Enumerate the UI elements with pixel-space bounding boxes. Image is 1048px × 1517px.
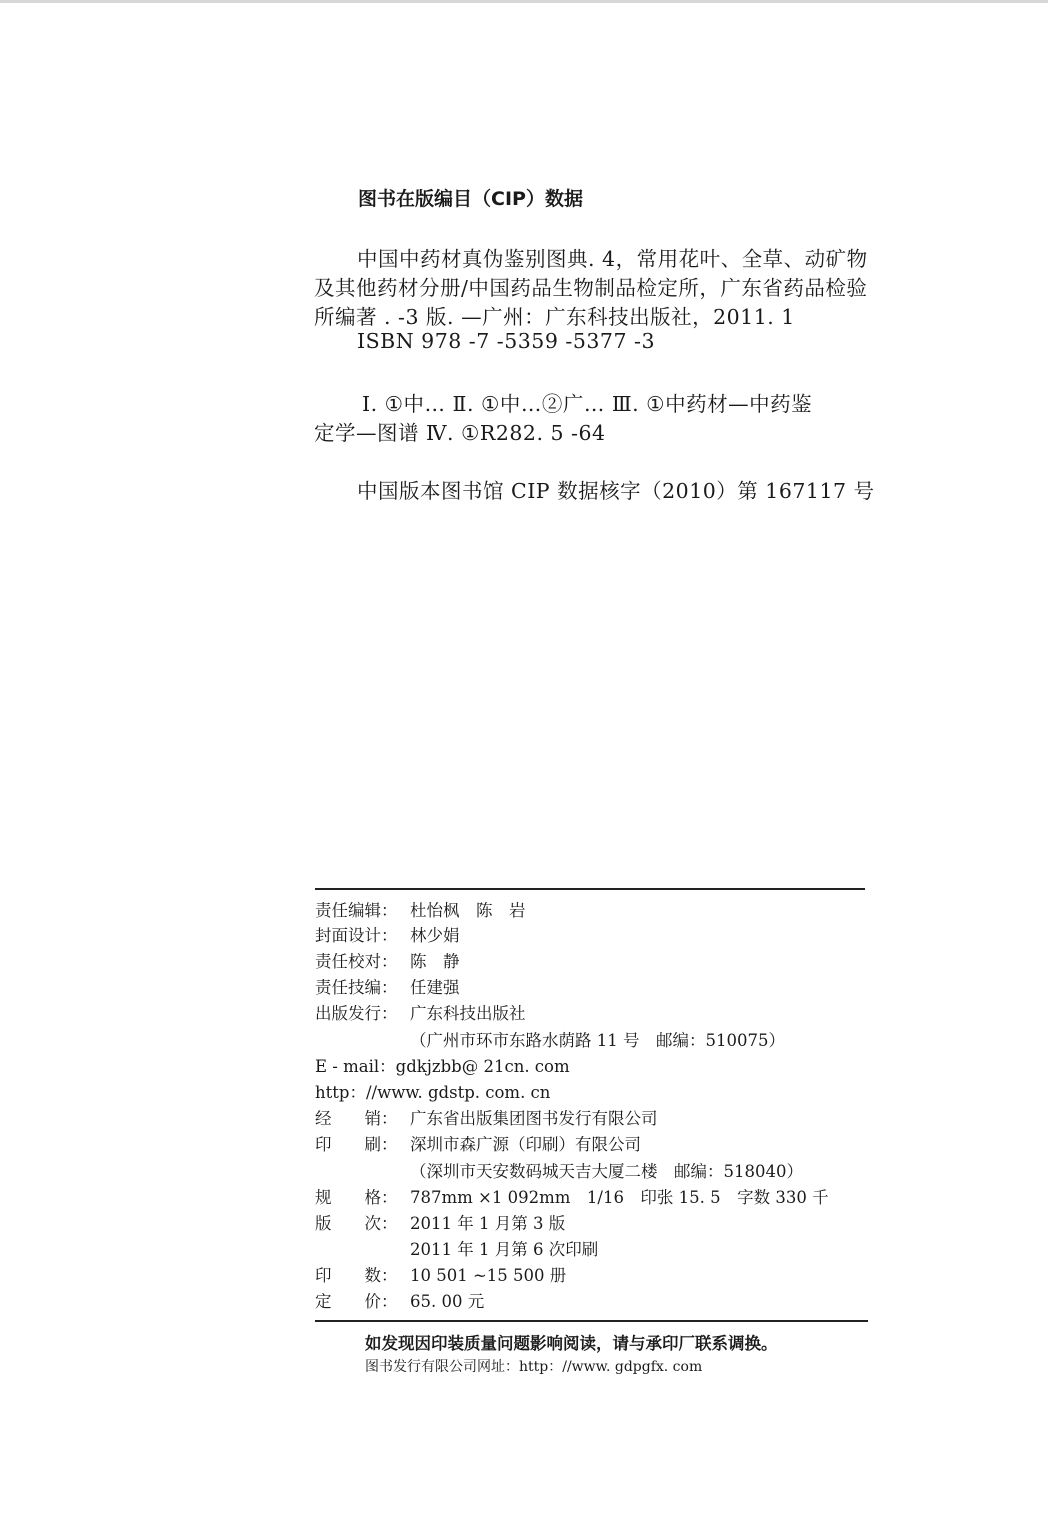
credit-label: 责任编辑： xyxy=(315,901,398,920)
distributor-website: 图书发行有限公司网址：http：//www. gdpgfx. com xyxy=(365,1359,703,1375)
credit-value: 10 501 ~15 500 册 xyxy=(410,1266,567,1285)
divider-top xyxy=(315,888,865,890)
cip-heading: 图书在版编目（CIP）数据 xyxy=(358,188,583,210)
credit-value: 广东省出版集团图书发行有限公司 xyxy=(410,1109,658,1128)
credit-label: 封面设计： xyxy=(315,926,398,945)
credit-label: E - mail： xyxy=(315,1057,396,1076)
credit-row xyxy=(315,1262,566,1286)
credit-label: 版 次： xyxy=(315,1214,398,1233)
credit-row xyxy=(315,1236,598,1260)
credit-row xyxy=(315,1210,565,1234)
credit-label: 印 刷： xyxy=(315,1135,398,1154)
credit-row xyxy=(315,1184,829,1208)
credit-label: 定 价： xyxy=(315,1292,398,1311)
credit-value: 深圳市森广源（印刷）有限公司 xyxy=(410,1135,641,1154)
credit-row xyxy=(315,948,460,972)
cip-verification: 中国版本图书馆 CIP 数据核字（2010）第 167117 号 xyxy=(357,479,875,503)
credit-row xyxy=(315,1288,484,1312)
credit-label: 经 销： xyxy=(315,1109,398,1128)
credit-row xyxy=(315,1105,658,1129)
credit-value: （深圳市天安数码城天吉大厦二楼 邮编：518040） xyxy=(410,1162,803,1181)
credit-row xyxy=(315,897,526,921)
credit-row xyxy=(315,1053,570,1077)
divider-bottom xyxy=(315,1320,868,1322)
subject-line-2: 定学—图谱 Ⅳ. ①R282. 5 -64 xyxy=(314,421,606,445)
credit-value: gdkjzbb@ 21cn. com xyxy=(395,1057,570,1076)
credit-row xyxy=(315,1158,803,1182)
subject-line-1: Ⅰ. ①中… Ⅱ. ①中…②广… Ⅲ. ①中药材—中药鉴 xyxy=(362,392,813,416)
credit-value: 2011 年 1 月第 3 版 xyxy=(410,1214,566,1233)
credit-value: 陈 静 xyxy=(410,952,460,971)
credit-label: 印 数： xyxy=(315,1266,398,1285)
cip-entry-line-3: 所编著 . -3 版. —广州：广东科技出版社，2011. 1 xyxy=(314,305,795,329)
credit-row xyxy=(315,922,460,946)
credit-value: 广东科技出版社 xyxy=(410,1004,526,1023)
credit-value: 787mm ×1 092mm 1/16 印张 15. 5 字数 330 千 xyxy=(410,1188,829,1207)
credit-row xyxy=(315,974,460,998)
credit-value: （广州市环市东路水荫路 11 号 邮编：510075） xyxy=(410,1031,785,1050)
quality-notice: 如发现因印装质量问题影响阅读，请与承印厂联系调换。 xyxy=(365,1334,778,1353)
credit-label: 责任校对： xyxy=(315,952,398,971)
credit-value: 杜怡枫 陈 岩 xyxy=(410,901,526,920)
credit-label: 责任技编： xyxy=(315,978,398,997)
cip-entry-line-1: 中国中药材真伪鉴别图典. 4，常用花叶、全草、动矿物 xyxy=(357,247,868,271)
credit-value: 65. 00 元 xyxy=(410,1292,485,1311)
credit-value: 2011 年 1 月第 6 次印刷 xyxy=(410,1240,599,1259)
credit-value: 任建强 xyxy=(410,978,460,997)
credit-row xyxy=(315,1131,641,1155)
isbn: ISBN 978 -7 -5359 -5377 -3 xyxy=(357,329,655,353)
credit-row xyxy=(315,1000,526,1024)
credit-label: http： xyxy=(315,1083,366,1102)
credit-value: 林少娟 xyxy=(410,926,460,945)
cip-entry-line-2: 及其他药材分册/中国药品生物制品检定所，广东省药品检验 xyxy=(314,276,868,300)
credit-row xyxy=(315,1079,550,1103)
scan-edge xyxy=(0,0,1048,3)
credit-row xyxy=(315,1027,785,1051)
credit-label: 规 格： xyxy=(315,1188,398,1207)
credit-label: 出版发行： xyxy=(315,1004,398,1023)
credit-value: //www. gdstp. com. cn xyxy=(365,1083,551,1102)
